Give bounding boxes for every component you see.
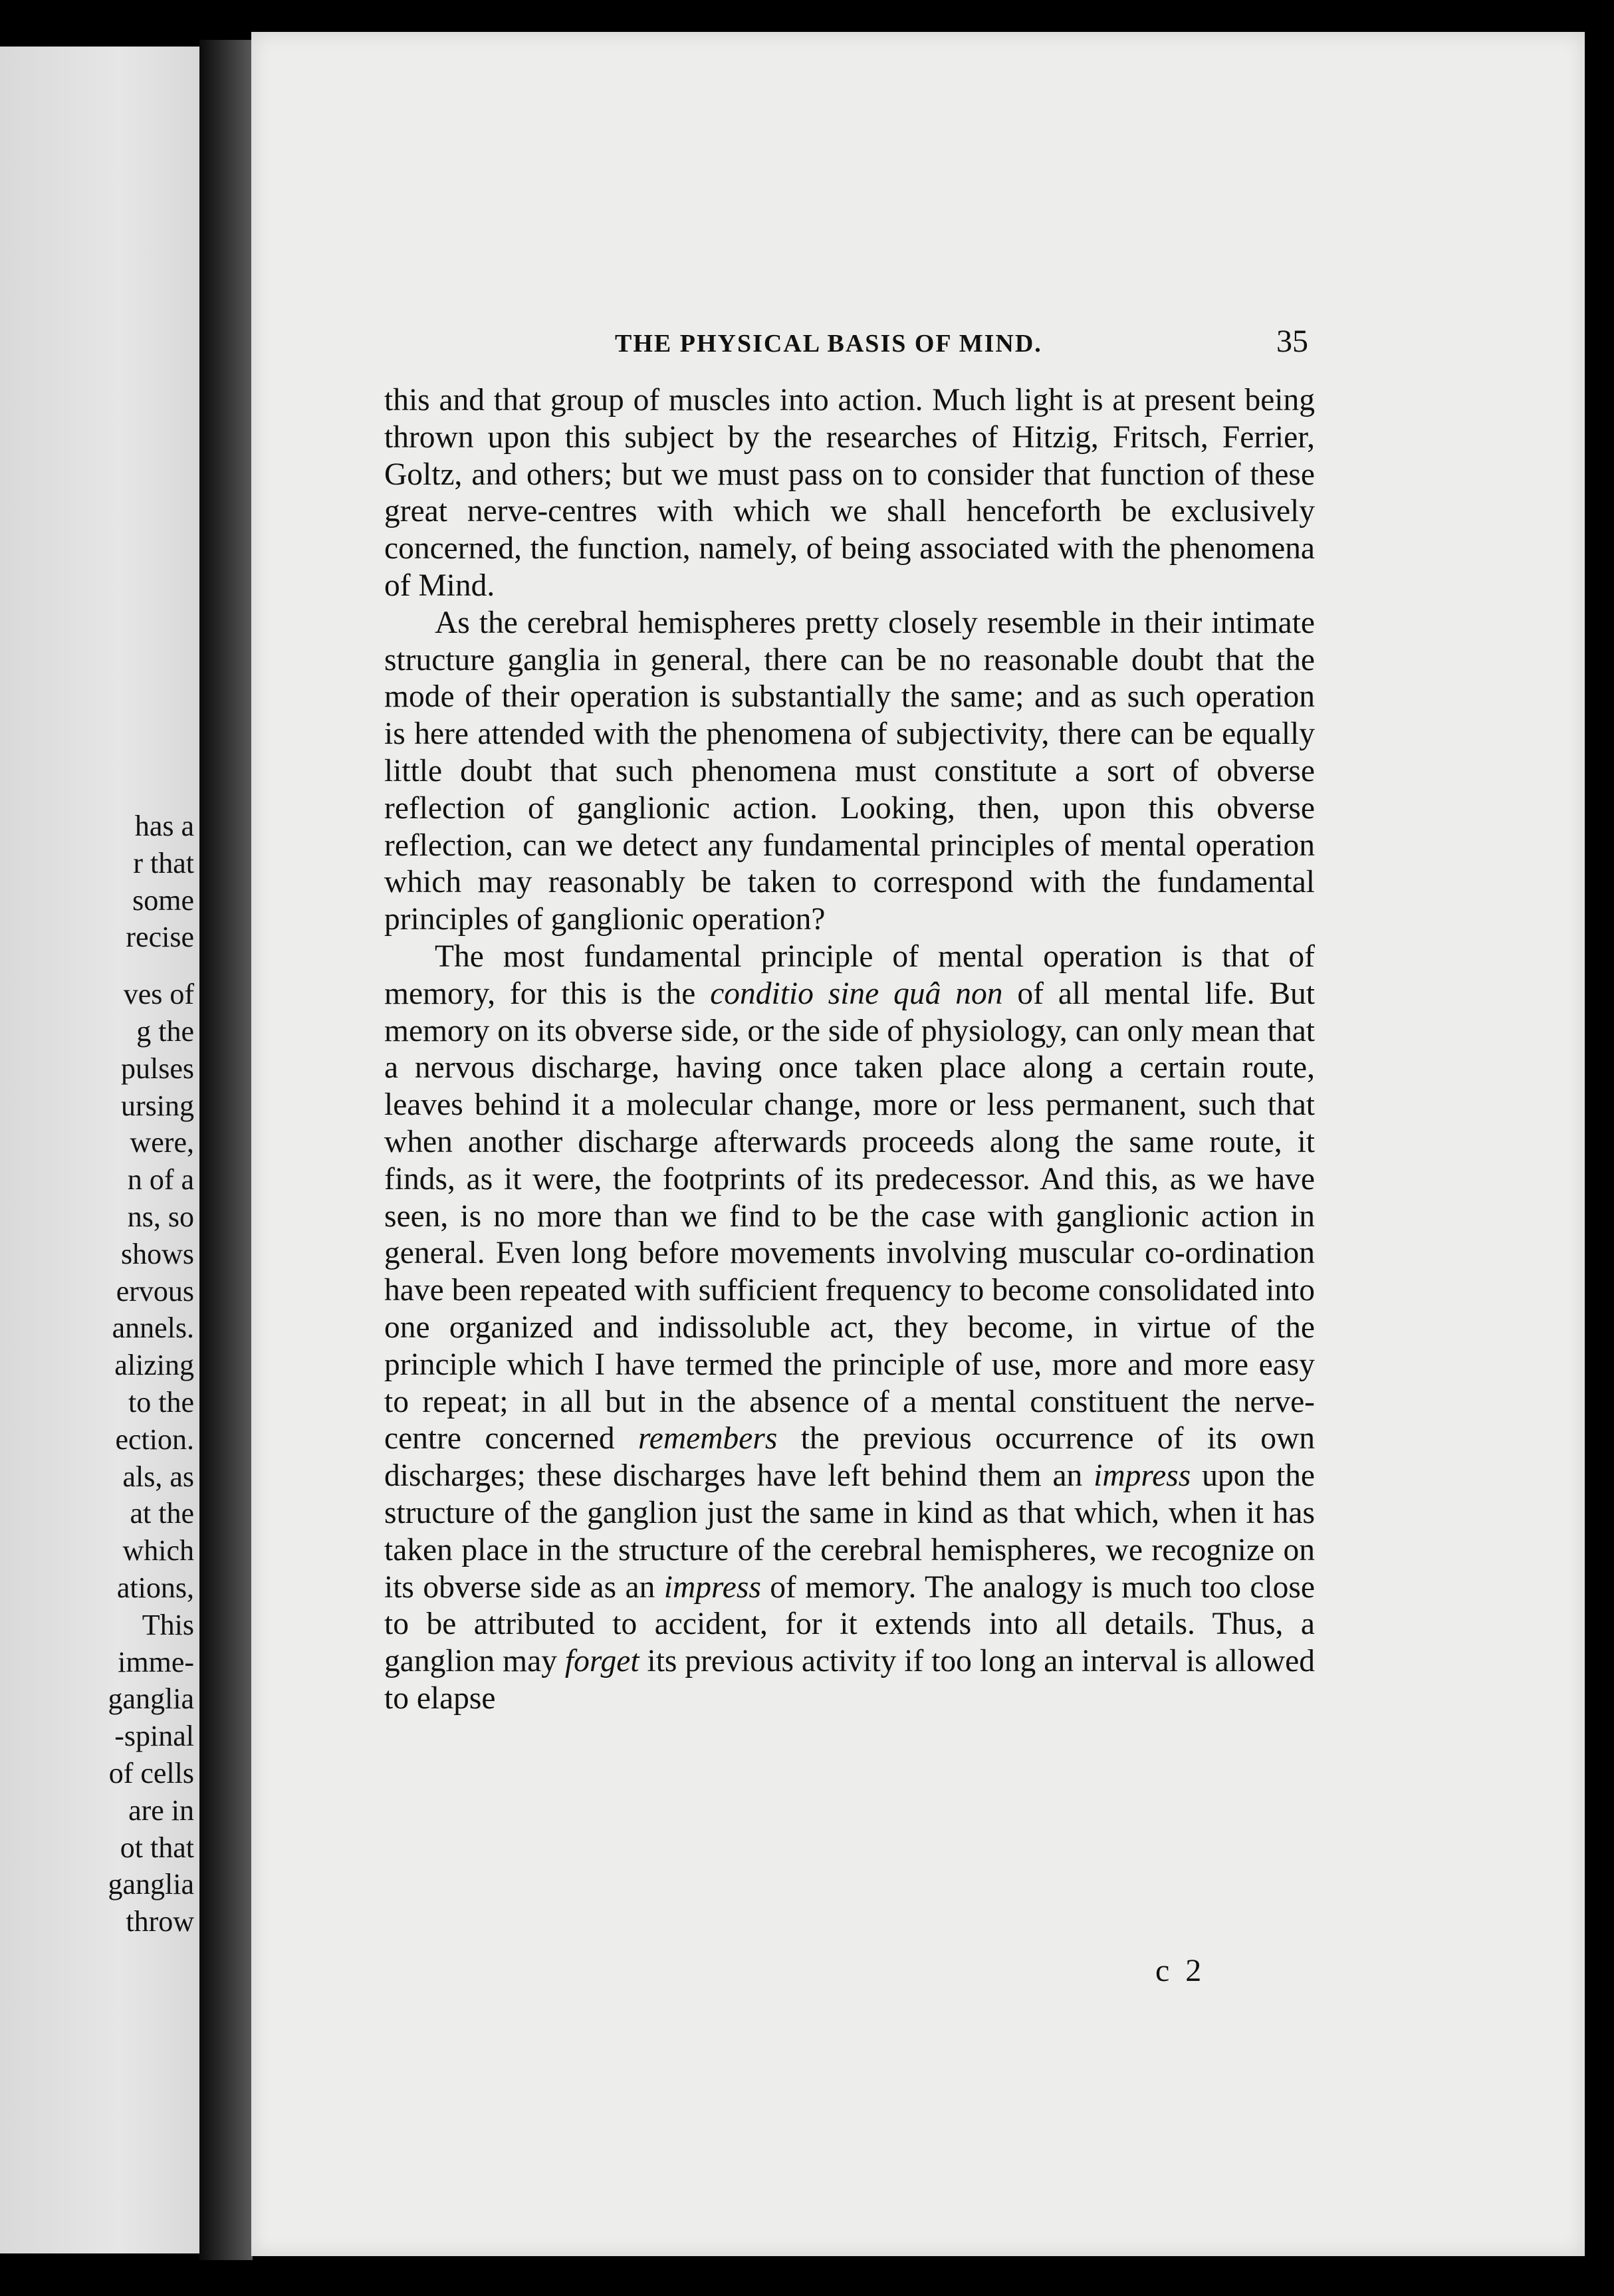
- facing-page-line: r that: [133, 846, 194, 879]
- facing-page-line: ursing: [121, 1089, 194, 1122]
- italic-phrase: conditio sine quâ non: [710, 976, 1003, 1011]
- facing-page-line: to the: [128, 1386, 194, 1419]
- facing-page-line: als, as: [122, 1460, 194, 1493]
- italic-word: forget: [564, 1644, 639, 1679]
- facing-page-line: imme-: [118, 1645, 194, 1678]
- facing-page-line: alizing: [114, 1349, 194, 1382]
- facing-page-line: are in: [128, 1793, 194, 1827]
- italic-word: impress: [1094, 1458, 1191, 1494]
- facing-page-line: -spinal: [114, 1720, 194, 1753]
- page-number: 35: [1276, 324, 1308, 359]
- signature-mark: c 2: [1155, 1953, 1206, 1988]
- running-title: THE PHYSICAL BASIS OF MIND.: [615, 330, 1042, 358]
- facing-page-line: n of a: [127, 1163, 194, 1197]
- paragraph-2: As the cerebral hemispheres pretty closely resemble in their intimate structure ganglia in general, there can be no reasonable doubt that the mode of their operation is substantially the same; and as such operation is here attended with the phenomena of subjectivity, there can be equally little doubt that such phenomena must constitute a sort of obverse reflection of ganglionic action. Looking, then, upon this obverse reflection, can we detect any fundamental principles of mental operation which may reasonably be taken to correspond with the fundamental principles of ganglionic operation?: [384, 605, 1315, 937]
- facing-page: [0, 47, 199, 2253]
- book-gutter: [199, 40, 253, 2260]
- paragraph-1: this and that group of muscles into action. Much light is at present being thrown upon this subject by the researches of Hitzig, Fritsch, Ferrier, Goltz, and others; but we must pass on to consider that function of these great nerve-centres with which we shall henceforth be exclusively concerned, the function, namely, of being associated with the phenomena of Mind.: [384, 383, 1315, 603]
- facing-page-line: throw: [126, 1905, 194, 1938]
- facing-page-line: of cells: [108, 1757, 194, 1789]
- facing-page-line: ganglia: [108, 1868, 194, 1901]
- facing-page-line: g the: [136, 1015, 194, 1048]
- facing-page-line: ves of: [123, 978, 194, 1011]
- facing-page-line: at the: [130, 1497, 194, 1530]
- facing-page-line: recise: [126, 921, 194, 954]
- facing-page-line: which: [122, 1534, 194, 1567]
- facing-page-line: This: [142, 1608, 194, 1641]
- facing-page-line: ganglia: [108, 1682, 194, 1716]
- text-span: of memory. The analogy is much too close to be attributed to accident, for it extends into all details. Thus, a ganglion may: [384, 1569, 1315, 1679]
- facing-page-line: ervous: [116, 1274, 194, 1308]
- facing-page-line: ot that: [120, 1831, 194, 1864]
- facing-page-line: pulses: [121, 1052, 194, 1085]
- facing-page-line: ns, so: [127, 1201, 194, 1233]
- text-span: upon the structure of the ganglion just the same in kind as that which, when it has taken place in the structure of the cerebral hemispheres, we recognize on its obverse side as an: [384, 1458, 1315, 1605]
- text-span: the previous occurrence of its own discharges; these discharges have left behind them an: [384, 1421, 1315, 1494]
- facing-page-line: shows: [120, 1237, 194, 1270]
- text-span: of all mental life. But memory on its obverse side, or the side of physiology, can only mean that a nervous discharge, having once taken place along a certain route, leaves behind it a molecular change, more or less permanent, such that when another discharge afterwards proceeds along the same route, it finds, as it were, the footprints of its predecessor. And this, as we have seen, is no more than we find to be the case with ganglionic action in general. Even long before movements involving muscular co-ordination have been repeated with sufficient frequency to become consolidated into one organized and indissoluble act, they become, in virtue of the principle which I have termed the principle of use, more and more easy to repeat; in all but in the absence of a mental constituent the nerve-centre concerned: [384, 976, 1315, 1456]
- facing-page-line: ations,: [116, 1571, 194, 1604]
- facing-page-line: has a: [134, 810, 194, 842]
- facing-page-line: were,: [130, 1126, 194, 1159]
- italic-word: impress: [663, 1569, 761, 1605]
- facing-page-line: ection.: [115, 1423, 194, 1456]
- facing-page-line: annels.: [112, 1312, 194, 1345]
- body-text: [384, 382, 1315, 1718]
- text-span: its previous activity if too long an interval is allowed to elapse: [384, 1644, 1315, 1716]
- facing-page-line: some: [132, 883, 194, 917]
- paragraph-3: [384, 939, 1315, 1718]
- text-span: The most fundamental principle of mental operation is that of memory, for this is the: [384, 939, 1315, 1011]
- italic-word: remembers: [638, 1421, 778, 1456]
